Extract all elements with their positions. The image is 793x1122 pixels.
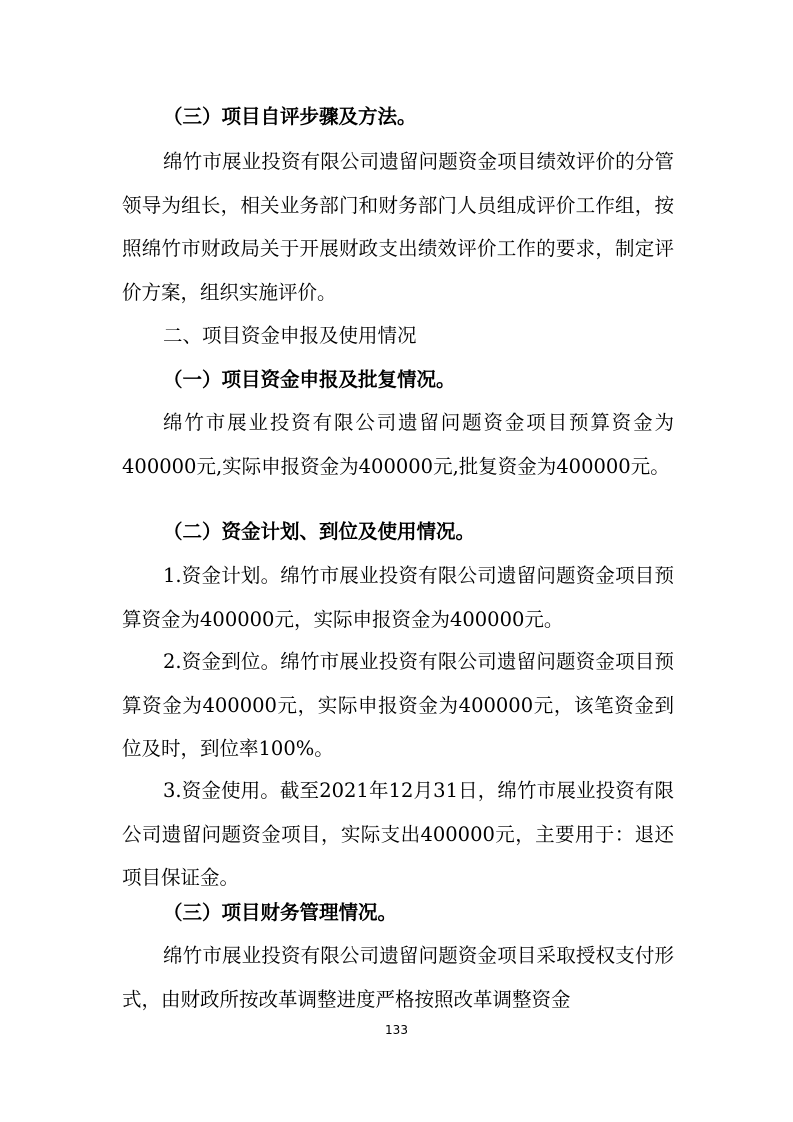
paragraph-financial-management: 绵竹市展业投资有限公司遗留问题资金项目采取授权支付形式，由财政所按改革调整进度严格按照改革调整资金 bbox=[122, 944, 674, 1011]
heading-fund-application: （一）项目资金申报及批复情况。 bbox=[163, 368, 456, 391]
page-number: 133 bbox=[385, 1023, 408, 1037]
paragraph-fund-use: 3.资金使用。截至2021年12月31日，绵竹市展业投资有限公司遗留问题资金项目，实际支出400000元，主要用于：退还项目保证金。 bbox=[122, 779, 674, 889]
heading-section-2: 二、项目资金申报及使用情况 bbox=[163, 324, 417, 347]
paragraph-self-evaluation: 绵竹市展业投资有限公司遗留问题资金项目绩效评价的分管领导为组长，相关业务部门和财务部门人员组成评价工作组，按照绵竹市财政局关于开展财政支出绩效评价工作的要求，制定评价方案，组织实施评价。 bbox=[122, 150, 674, 304]
paragraph-fund-plan: 1.资金计划。绵竹市展业投资有限公司遗留问题资金项目预算资金为400000元，实际申报资金为400000元。 bbox=[122, 564, 674, 631]
heading-financial-management: （三）项目财务管理情况。 bbox=[163, 901, 398, 924]
paragraph-fund-arrival: 2.资金到位。绵竹市展业投资有限公司遗留问题资金项目预算资金为400000元，实际申报资金为400000元，该笔资金到位及时，到位率100%。 bbox=[122, 650, 674, 760]
paragraph-fund-application: 绵竹市展业投资有限公司遗留问题资金项目预算资金为400000元,实际申报资金为400000元,批复资金为400000元。 bbox=[122, 411, 674, 478]
heading-self-evaluation: （三）项目自评步骤及方法。 bbox=[163, 105, 417, 128]
heading-fund-plan: （二）资金计划、到位及使用情况。 bbox=[163, 520, 476, 543]
